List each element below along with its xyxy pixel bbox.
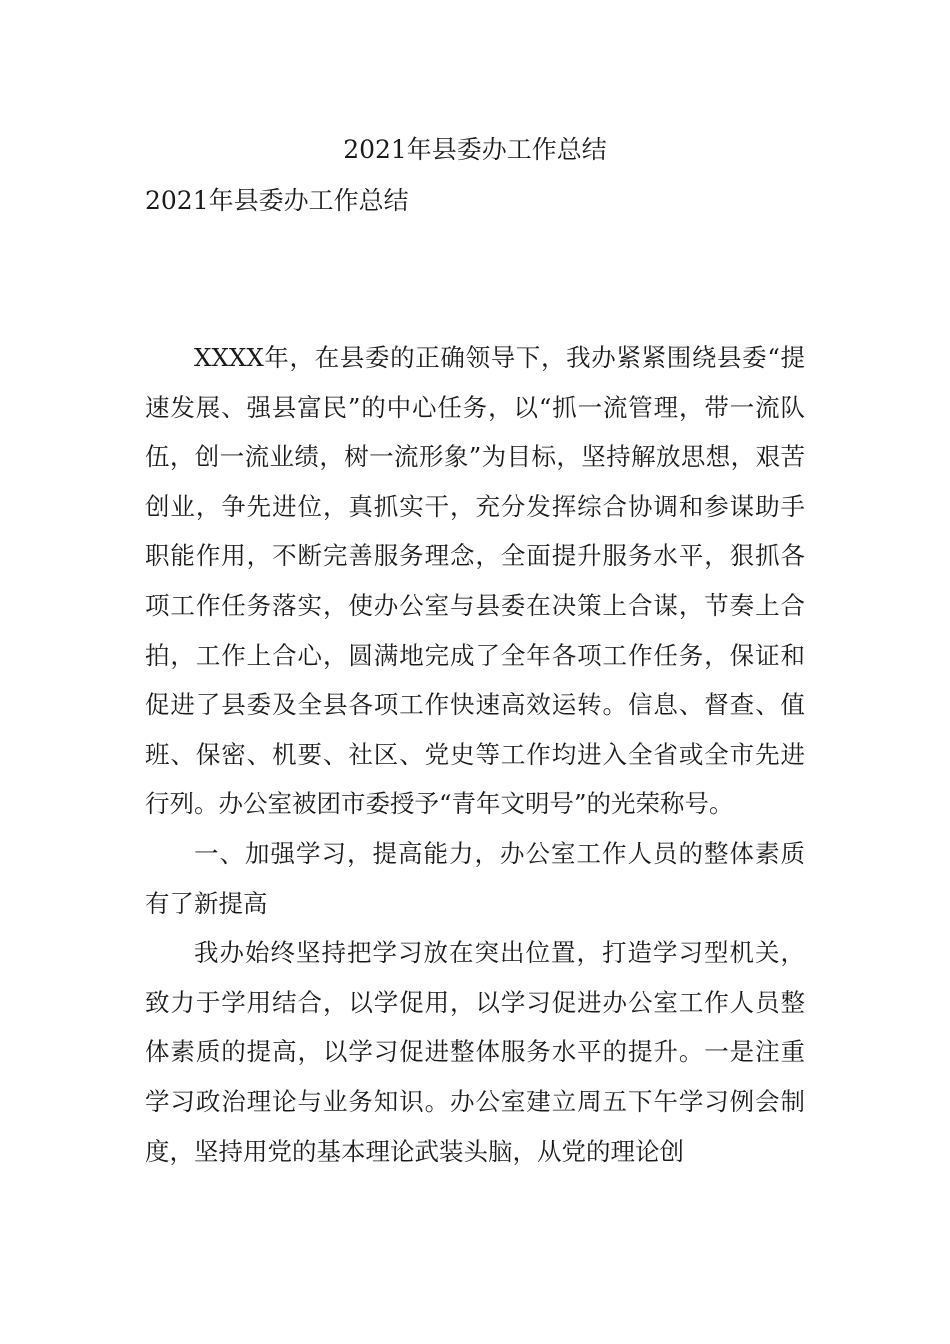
document-title: 2021年县委办工作总结 [343, 135, 607, 164]
paragraph-section-1: 我办始终坚持把学习放在突出位置，打造学习型机关，致力于学用结合，以学促用，以学习促进办公室工作人员整体素质的提高，以学习促进整体服务水平的提升。一是注重学习政治理论与业务知识。办公室建立周五下午学习例会制度，坚持用党的基本理论武装头脑，从党的理论创 [145, 938, 805, 1166]
document-subtitle: 2021年县委办工作总结 [145, 186, 409, 215]
section-heading-1: 一、加强学习，提高能力，办公室工作人员的整体素质有了新提高 [145, 838, 805, 918]
paragraph-intro: XXXX年，在县委的正确领导下，我办紧紧围绕县委“提速发展、强县富民”的中心任务，以“抓一流管理，带一流队伍，创一流业绩，树一流形象”为目标，坚持解放思想，艰苦创业，争先进位，真抓实干，充分发挥综合协调和参谋助手职能作用，不断完善服务理念，全面提升服务水平，狠抓各项工作任务落实，使办公室与县委在决策上合谋，节奏上合拍，工作上合心，圆满地完成了全年各项工作任务，保证和促进了县委及全县各项工作快速高效运转。信息、督查、值班、保密、机要、社区、党史等工作均进入全省或全市先进行列。办公室被团市委授予“青年文明号”的光荣称号。 [145, 343, 805, 819]
document-body [145, 333, 805, 1176]
